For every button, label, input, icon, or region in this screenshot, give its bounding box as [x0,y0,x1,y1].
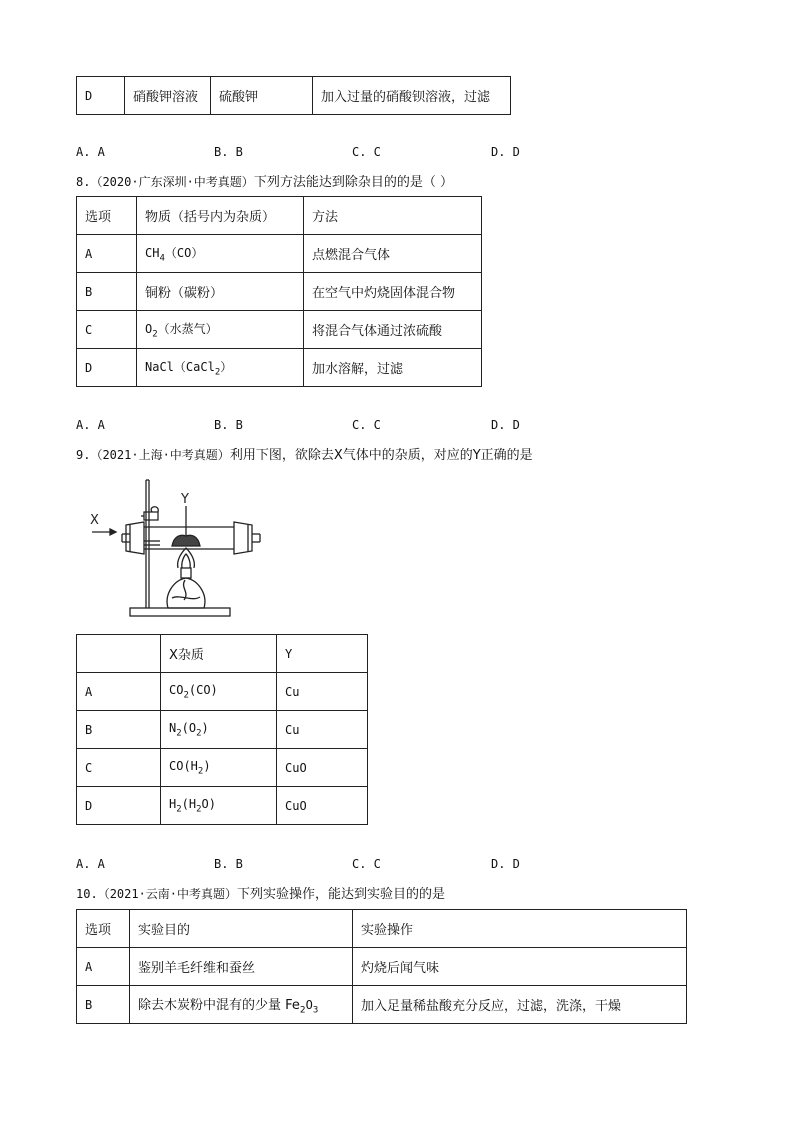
formula-tail: $O_3$ [305,997,319,1016]
option-cell: D [77,787,161,825]
option-c[interactable]: C. C [352,418,381,432]
y-cell: CuO [277,787,368,825]
impurity-cell: 硫酸钾 [211,77,313,115]
option-cell: B [77,711,161,749]
question-source: （2020·广东深圳·中考真题） [90,175,254,189]
q9-options [76,857,596,875]
impurity-cell: $N_2(O_2)$ [161,711,277,749]
option-a[interactable]: A. A [76,418,105,432]
option-cell: D [77,77,125,115]
left-stopper [126,522,144,554]
solid-y [172,535,200,546]
table-row [77,273,482,311]
header-impurity: X杂质 [161,635,277,673]
q10-stem [76,883,445,902]
header-substance: 物质（括号内为杂质） [137,197,304,235]
question-number: 10. [76,887,98,901]
header-option: 选项 [77,910,130,948]
method-cell: 将混合气体通过浓硫酸 [304,311,482,349]
q7-options [76,145,596,163]
q9-stem [76,444,533,463]
q8-table [76,196,482,387]
substance-cell: $O_2$（水蒸气） [137,311,304,349]
operation-cell: 灼烧后闻气味 [353,948,687,986]
method-cell: 点燃混合气体 [304,235,482,273]
table-row [77,711,368,749]
option-b[interactable]: B. B [214,145,243,159]
y-cell: CuO [277,749,368,787]
option-a[interactable]: A. A [76,145,105,159]
operation-cell: 加入足量稀盐酸充分反应，过滤，洗涤，干燥 [353,986,687,1024]
table-row [77,349,482,387]
option-cell: B [77,273,137,311]
table-row [77,673,368,711]
header-method: 方法 [304,197,482,235]
q9-table [76,634,368,825]
table-row [77,986,687,1024]
q8-options [76,418,596,436]
question-number: 8. [76,175,91,189]
right-stopper [234,522,252,554]
table-row [77,311,482,349]
option-d[interactable]: D. D [491,418,520,432]
substance-cell: $CH_4(CO)$ [137,235,304,273]
option-cell: C [77,311,137,349]
impurity-cell: $CO_2(CO)$ [161,673,277,711]
header-option [77,635,161,673]
stand-base [130,608,230,616]
method-cell: 加入过量的硝酸钡溶液，过滤 [313,77,511,115]
table-row [77,948,687,986]
table-header-row [77,197,482,235]
option-d[interactable]: D. D [491,857,520,871]
header-option: 选项 [77,197,137,235]
table-row [77,787,368,825]
question-text: 下列实验操作，能达到实验目的的是 [237,887,446,902]
option-cell: C [77,749,161,787]
goal-cell: 鉴别羊毛纤维和蚕丝 [130,948,353,986]
y-label: Y [181,492,189,507]
option-cell: D [77,349,137,387]
option-a[interactable]: A. A [76,857,105,871]
question-source: （2021·上海·中考真题） [90,448,230,462]
table-row [77,77,511,115]
y-cell: Cu [277,711,368,749]
option-d[interactable]: D. D [491,145,520,159]
q7-table-fragment [76,76,511,115]
option-cell: A [77,673,161,711]
q10-table [76,909,687,1024]
x-label: X [90,513,99,528]
header-goal: 实验目的 [130,910,353,948]
question-text: 利用下图，欲除去X气体中的杂质，对应的Y正确的是 [229,448,533,463]
table-row [77,749,368,787]
option-cell: B [77,986,130,1024]
method-cell: 加水溶解，过滤 [304,349,482,387]
option-cell: A [77,235,137,273]
q8-stem [76,171,453,190]
question-number: 9. [76,448,91,462]
header-y: Y [277,635,368,673]
option-cell: A [77,948,130,986]
option-c[interactable]: C. C [352,857,381,871]
option-c[interactable]: C. C [352,145,381,159]
substance-cell: 铜粉（碳粉） [137,273,304,311]
table-row [77,235,482,273]
substance-cell: NaCl（CaCl$_2$） [137,349,304,387]
burner-neck [181,568,191,578]
option-b[interactable]: B. B [214,857,243,871]
question-text: 下列方法能达到除杂目的的是（ ） [253,175,453,190]
y-cell: Cu [277,673,368,711]
header-operation: 实验操作 [353,910,687,948]
flame-icon [178,548,195,568]
impurity-cell: $H_2(H_2O)$ [161,787,277,825]
table-header-row [77,910,687,948]
option-b[interactable]: B. B [214,418,243,432]
solution-cell: 硝酸钾溶液 [125,77,211,115]
impurity-cell: $CO(H_2)$ [161,749,277,787]
question-source: （2021·云南·中考真题） [97,887,238,901]
table-header-row [77,635,368,673]
method-cell: 在空气中灼烧固体混合物 [304,273,482,311]
apparatus-figure [86,476,276,624]
goal-cell: 除去木炭粉中混有的少量 $Fe_2O_3$ [130,986,353,1024]
